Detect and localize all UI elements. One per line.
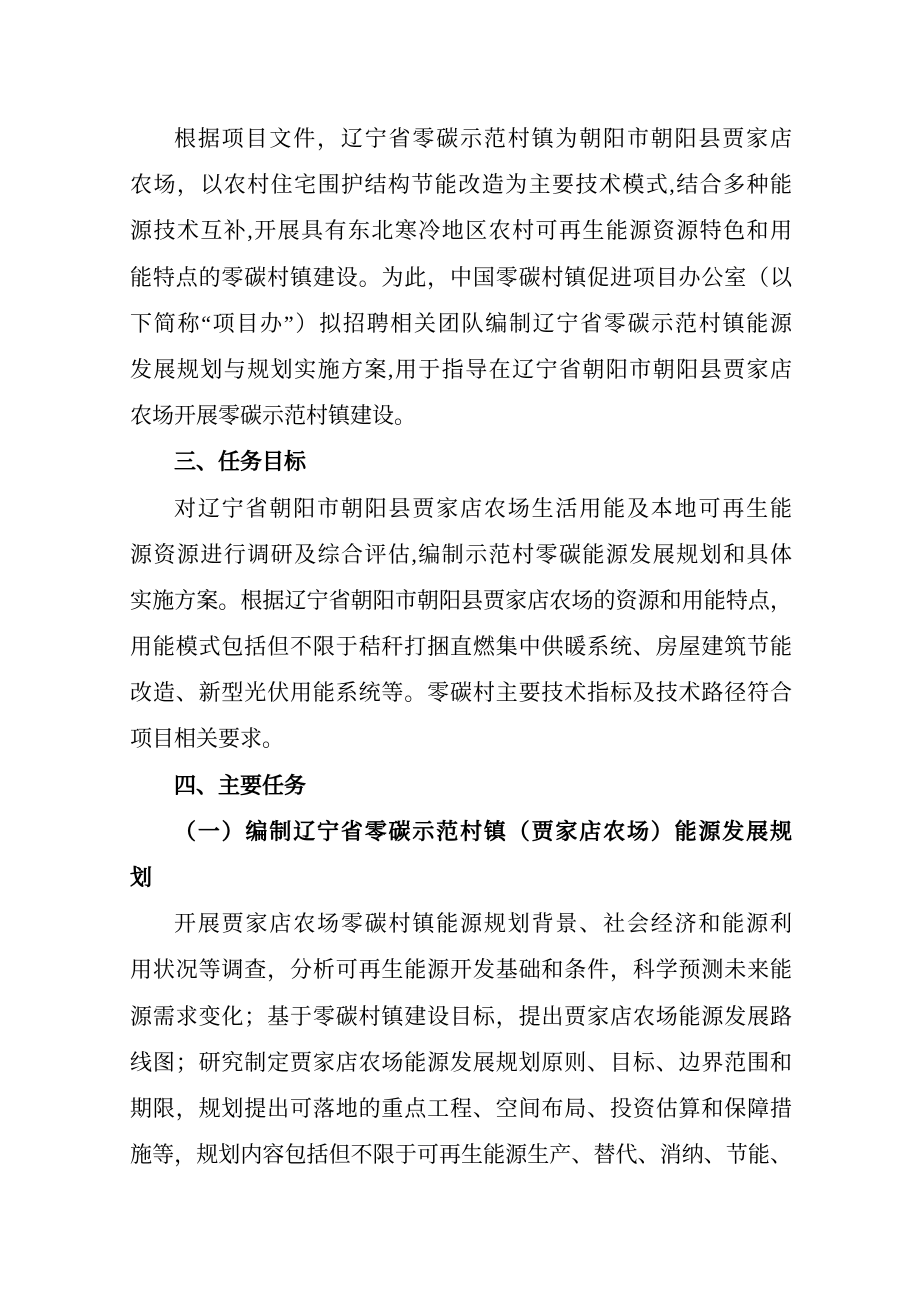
text-line: 用状况等调查，分析可再生能源开发基础和条件，科学预测未来能: [130, 957, 792, 983]
text-line: 项目相关要求。: [130, 726, 285, 752]
section-heading-4: [130, 763, 792, 809]
paragraph-intro: [130, 116, 792, 439]
text-line: 根据项目文件，辽宁省零碳示范村镇为朝阳市朝阳县贾家店: [174, 126, 792, 151]
text-line: 改造、新型光伏用能系统等。零碳村主要技术指标及技术路径符合: [130, 680, 792, 706]
paragraph-main-tasks: [130, 901, 792, 1178]
document-body: [130, 116, 792, 1178]
heading-text: 四、主要任务: [174, 772, 307, 798]
subheading-text: 划: [130, 865, 153, 890]
text-line: 源需求变化；基于零碳村镇建设目标，提出贾家店农场能源发展路: [130, 1003, 792, 1029]
text-line: 线图；研究制定贾家店农场能源发展规划原则、目标、边界范围和: [130, 1049, 792, 1075]
text-line: 施等，规划内容包括但不限于可再生能源生产、替代、消纳、节能、: [130, 1142, 792, 1168]
subheading-text: （一）编制辽宁省零碳示范村镇（贾家店农场）能源发展规: [174, 818, 792, 844]
text-line: 能特点的零碳村镇建设。为此，中国零碳村镇促进项目办公室（以: [130, 264, 792, 290]
heading-text: 三、任务目标: [174, 449, 307, 475]
text-line: 源技术互补,开展具有东北寒冷地区农村可再生能源资源特色和用: [130, 218, 792, 244]
text-line: 对辽宁省朝阳市朝阳县贾家店农场生活用能及本地可再生能: [174, 495, 792, 521]
text-line: 发展规划与规划实施方案,用于指导在辽宁省朝阳市朝阳县贾家店: [130, 356, 792, 382]
text-line: 农场开展零碳示范村镇建设。: [130, 403, 417, 429]
text-line: 期限，规划提出可落地的重点工程、空间布局、投资估算和保障措: [130, 1095, 792, 1121]
section-heading-3: [130, 439, 792, 485]
paragraph-task-goal: [130, 486, 792, 763]
text-line: 开展贾家店农场零碳村镇能源规划背景、社会经济和能源利: [174, 911, 792, 937]
text-line: 下简称“项目办”）拟招聘相关团队编制辽宁省零碳示范村镇能源: [130, 310, 792, 336]
text-line: 实施方案。根据辽宁省朝阳市朝阳县贾家店农场的资源和用能特点，: [130, 587, 792, 613]
text-line: 用能模式包括但不限于秸秆打捆直燃集中供暖系统、房屋建筑节能: [130, 634, 792, 660]
text-line: 农场，以农村住宅围护结构节能改造为主要技术模式,结合多种能: [130, 172, 792, 198]
text-line: 源资源进行调研及综合评估,编制示范村零碳能源发展规划和具体: [130, 541, 792, 567]
subheading-task-1: [130, 809, 792, 901]
